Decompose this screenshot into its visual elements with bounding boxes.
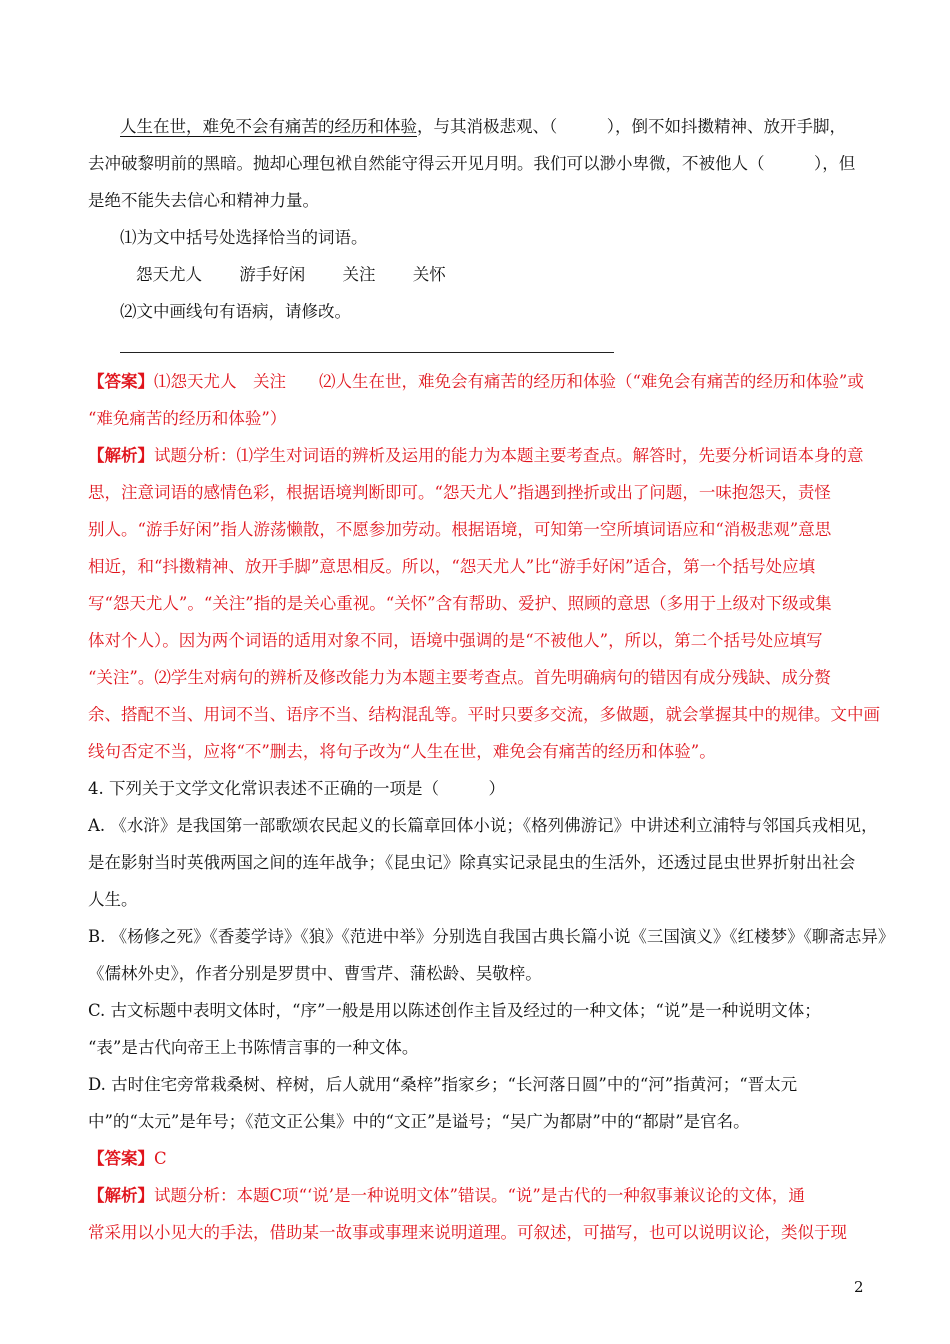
answer-4-value: C: [154, 1149, 167, 1168]
analysis-1-line: 写“怨天尤人”。“关注”指的是关心重视。“关怀”含有帮助、爱护、照顾的意思（多用于上级对下级或集: [88, 594, 832, 613]
passage-line-2: 去冲破黎明前的黑暗。抛却心理包袱自然能守得云开见月明。我们可以渺小卑微，不被他人（ ），但: [88, 154, 856, 173]
analysis-1-line: 体对个人）。因为两个词语的适用对象不同，语境中强调的是“不被他人”，所以，第二个括号处应填写: [88, 631, 823, 650]
option-c-line: “表”是古代向帝王上书陈情言事的一种文体。: [88, 1038, 419, 1057]
analysis-1-line: 相近，和“抖擞精神、放开手脚”意思相反。所以，“怨天尤人”比“游手好闲”适合，第一个括号处应填: [88, 557, 816, 576]
option-a-line: 人生。: [88, 890, 138, 909]
answer-tag: 【答案】: [88, 1149, 154, 1168]
underlined-sentence: 人生在世，难免不会有痛苦的经历和体验: [120, 117, 417, 136]
option-a-line: 是在影射当时英俄两国之间的连年战争；《昆虫记》除真实记录昆虫的生活外，还透过昆虫世界折射出社会: [88, 853, 856, 872]
analysis-1-line: 思，注意词语的感情色彩，根据语境判断即可。“怨天尤人”指遇到挫折或出了问题，一味抱怨天，责怪: [88, 483, 831, 502]
passage-line-3: 是绝不能失去信心和精神力量。: [88, 191, 319, 210]
option-b-line: B. 《杨修之死》《香菱学诗》《狼》《范进中举》分别选自我国古典长篇小说《三国演义》《红楼梦》《聊斋志异》: [88, 927, 895, 946]
question-4-stem: 4. 下列关于文学文化常识表述不正确的一项是（ ）: [88, 779, 505, 798]
analysis-tag: 【解析】: [88, 446, 154, 465]
word-choices: [88, 256, 868, 293]
word-choice: 怨天尤人: [136, 265, 202, 284]
answer-4: [88, 1140, 868, 1177]
option-d-line: D. 古时住宅旁常栽桑树、梓树，后人就用“桑梓”指家乡；“长河落日圆”中的“河”指黄河；“晋太元: [88, 1075, 798, 1094]
word-choice: 关怀: [412, 265, 446, 284]
answer-blank-line: [120, 352, 614, 353]
option-a-line: A. 《水浒》是我国第一部歌颂农民起义的长篇章回体小说；《格列佛游记》中讲述利立浦特与邻国兵戎相见，: [88, 816, 878, 835]
analysis-1-line: 别人。“游手好闲”指人游荡懒散，不愿参加劳动。根据语境，可知第一空所填词语应和“消极悲观”意思: [88, 520, 832, 539]
passage-line-1: 人生在世，难免不会有痛苦的经历和体验，与其消极悲观、（ ），倒不如抖擞精神、放开手脚，: [120, 117, 846, 136]
sub-question-1: ⑴为文中括号处选择恰当的词语。: [120, 228, 368, 247]
sub-question-2: ⑵文中画线句有语病，请修改。: [120, 302, 351, 321]
analysis-4-line: 常采用以小见大的手法，借助某一故事或事理来说明道理。可叙述，可描写，也可以说明议论，类似于现: [88, 1223, 847, 1242]
word-choice: 关注: [342, 265, 376, 284]
answer-1-line-1: 【答案】⑴怨天尤人 关注 ⑵人生在世，难免会有痛苦的经历和体验（“难免会有痛苦的经历和体验”或: [88, 372, 864, 391]
analysis-1-line: “关注”。⑵学生对病句的辨析及修改能力为本题主要考查点。首先明确病句的错因有成分残缺、成分赘: [88, 668, 831, 687]
analysis-4-line-1: 【解析】试题分析：本题C项“‘说’是一种说明文体”错误。“说”是古代的一种叙事兼议论的文体，通: [88, 1186, 805, 1205]
answer-tag: 【答案】: [88, 372, 154, 391]
analysis-tag: 【解析】: [88, 1186, 154, 1205]
word-choice: 游手好闲: [239, 265, 306, 284]
analysis-1-line: 线句否定不当，应将“不”删去，将句子改为“人生在世，难免会有痛苦的经历和体验”。: [88, 742, 716, 761]
option-d-line: 中”的“太元”是年号；《范文正公集》中的“文正”是谥号；“吴广为都尉”中的“都尉”是官名。: [88, 1112, 750, 1131]
answer-1-line-2: “难免痛苦的经历和体验”）: [88, 409, 287, 428]
document-page: [88, 108, 895, 1251]
analysis-1-line: 余、搭配不当、用词不当、语序不当、结构混乱等。平时只要多交流，多做题，就会掌握其中的规律。文中画: [88, 705, 880, 724]
option-c-line: C. 古文标题中表明文体时，“序”一般是用以陈述创作主旨及经过的一种文体；“说”是一种说明文体；: [88, 1001, 821, 1020]
option-b-line: 《儒林外史》，作者分别是罗贯中、曹雪芹、蒲松龄、吴敬梓。: [88, 964, 542, 983]
page-number: 2: [854, 1278, 864, 1296]
analysis-1-line-1: 【解析】试题分析：⑴学生对词语的辨析及运用的能力为本题主要考查点。解答时，先要分析词语本身的意: [88, 446, 864, 465]
